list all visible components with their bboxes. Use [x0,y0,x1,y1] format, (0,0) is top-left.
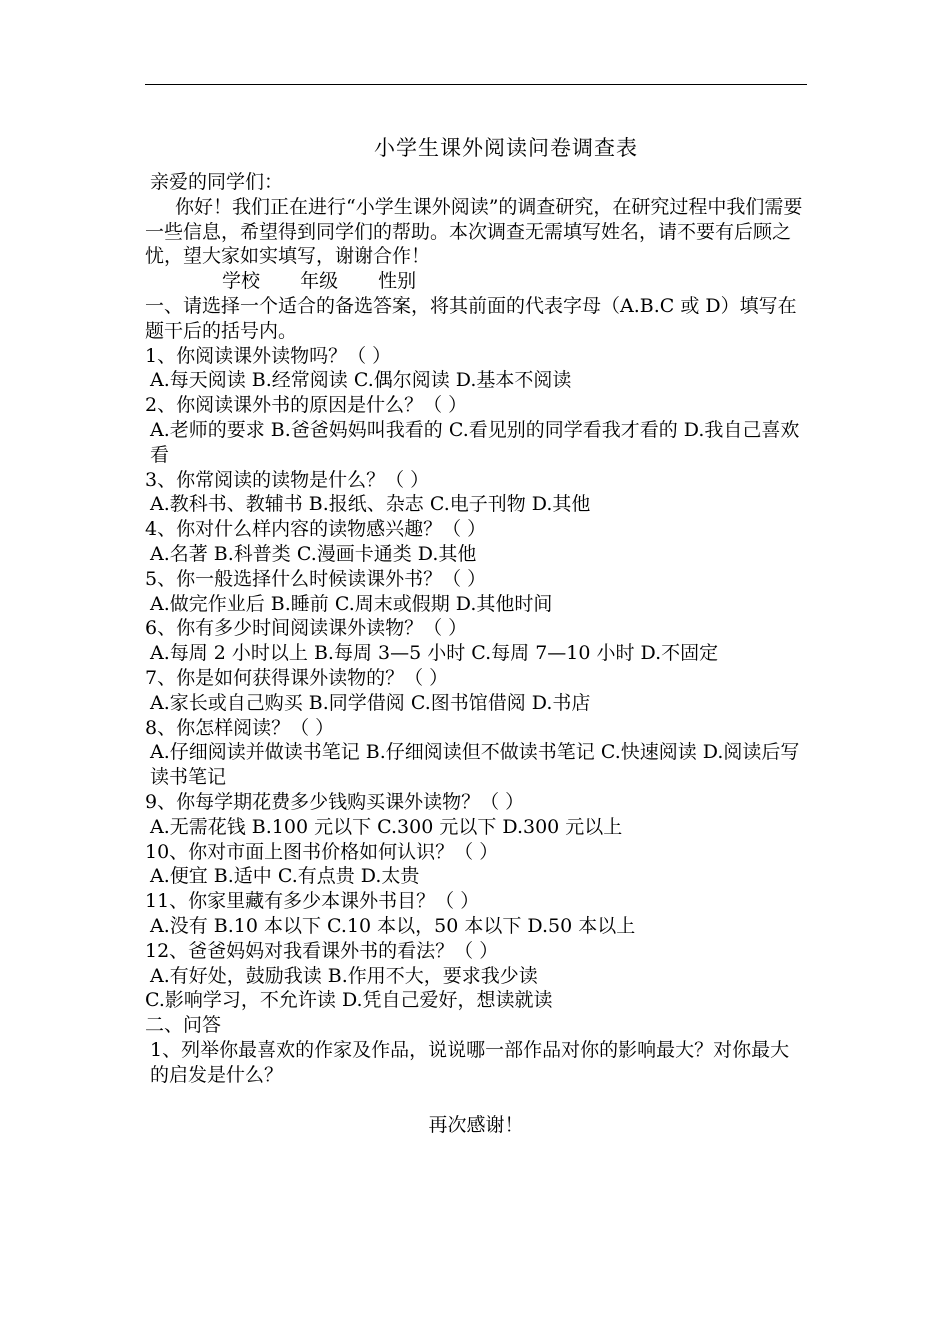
intro-paragraph: 你好！我们正在进行“小学生课外阅读”的调查研究，在研究过程中我们需要一些信息，希望得到同学们的帮助。本次调查无需填写姓名，请不要有后顾之忧，望大家如实填写，谢谢合作！ [145,195,803,268]
options-9: A.无需花钱 B.100 元以下 C.300 元以下 D.300 元以上 [150,815,623,838]
options-2: A.老师的要求 B.爸爸妈妈叫我看的 C.看见别的同学看我才看的 D.我自己喜欢看 [150,418,800,466]
closing-thanks: 再次感谢！ [428,1114,524,1137]
options-3: A.教科书、教辅书 B.报纸、杂志 C.电子刊物 D.其他 [150,493,591,516]
options-6: A.每周 2 小时以上 B.每周 3—5 小时 C.每周 7—10 小时 D.不固定 [150,642,719,665]
options-4: A.名著 B.科普类 C.漫画卡通类 D.其他 [150,542,477,565]
question-11: 11、你家里藏有多少本课外书目？（ ） [145,890,480,913]
field-gender: 性别 [378,270,417,293]
options-11: A.没有 B.10 本以下 C.10 本以，50 本以下 D.50 本以上 [150,914,636,937]
field-grade: 年级 [300,270,339,293]
document-title: 小学生课外阅读问卷调查表 [374,136,638,160]
field-school: 学校 [222,270,261,293]
header-rule [145,84,807,85]
question-3: 3、你常阅读的读物是什么？（ ） [145,468,430,491]
essay-question-1: 1、列举你最喜欢的作家及作品，说说哪一部作品对你的影响最大？对你最大的启发是什么？ [150,1038,790,1086]
greeting: 亲爱的同学们： [150,171,284,193]
info-fields [145,269,807,294]
document-body [145,134,807,1138]
question-2: 2、你阅读课外书的原因是什么？（ ） [145,394,468,417]
options-7: A.家长或自己购买 B.同学借阅 C.图书馆借阅 D.书店 [150,691,591,714]
question-8: 8、你怎样阅读？（ ） [145,716,335,739]
question-12: 12、爸爸妈妈对我看课外书的看法？（ ） [145,939,499,962]
options-1: A.每天阅读 B.经常阅读 C.偶尔阅读 D.基本不阅读 [150,369,572,392]
question-6: 6、你有多少时间阅读课外读物？（ ） [145,617,468,640]
section1-heading: 一、请选择一个适合的备选答案，将其前面的代表字母（A.B.C 或 D）填写在题干后的括号内。 [145,294,797,342]
question-1: 1、你阅读课外读物吗？（ ） [145,344,392,367]
question-7: 7、你是如何获得课外读物的？（ ） [145,666,449,689]
question-10: 10、你对市面上图书价格如何认识？（ ） [145,840,499,863]
question-4: 4、你对什么样内容的读物感兴趣？（ ） [145,518,487,541]
options-8: A.仔细阅读并做读书笔记 B.仔细阅读但不做读书笔记 C.快速阅读 D.阅读后写读书笔记 [150,741,800,789]
options-10: A.便宜 B.适中 C.有点贵 D.太贵 [150,865,420,888]
question-9: 9、你每学期花费多少钱购买课外读物？（ ） [145,790,525,813]
options-5: A.做完作业后 B.睡前 C.周末或假期 D.其他时间 [150,592,553,615]
options-12-line2: C.影响学习，不允许读 D.凭自己爱好，想读就读 [145,989,553,1012]
question-5: 5、你一般选择什么时候读课外书？（ ） [145,567,487,590]
options-12: A.有好处，鼓励我读 B.作用不大，要求我少读 [150,964,538,987]
section2-heading: 二、问答 [145,1014,222,1037]
